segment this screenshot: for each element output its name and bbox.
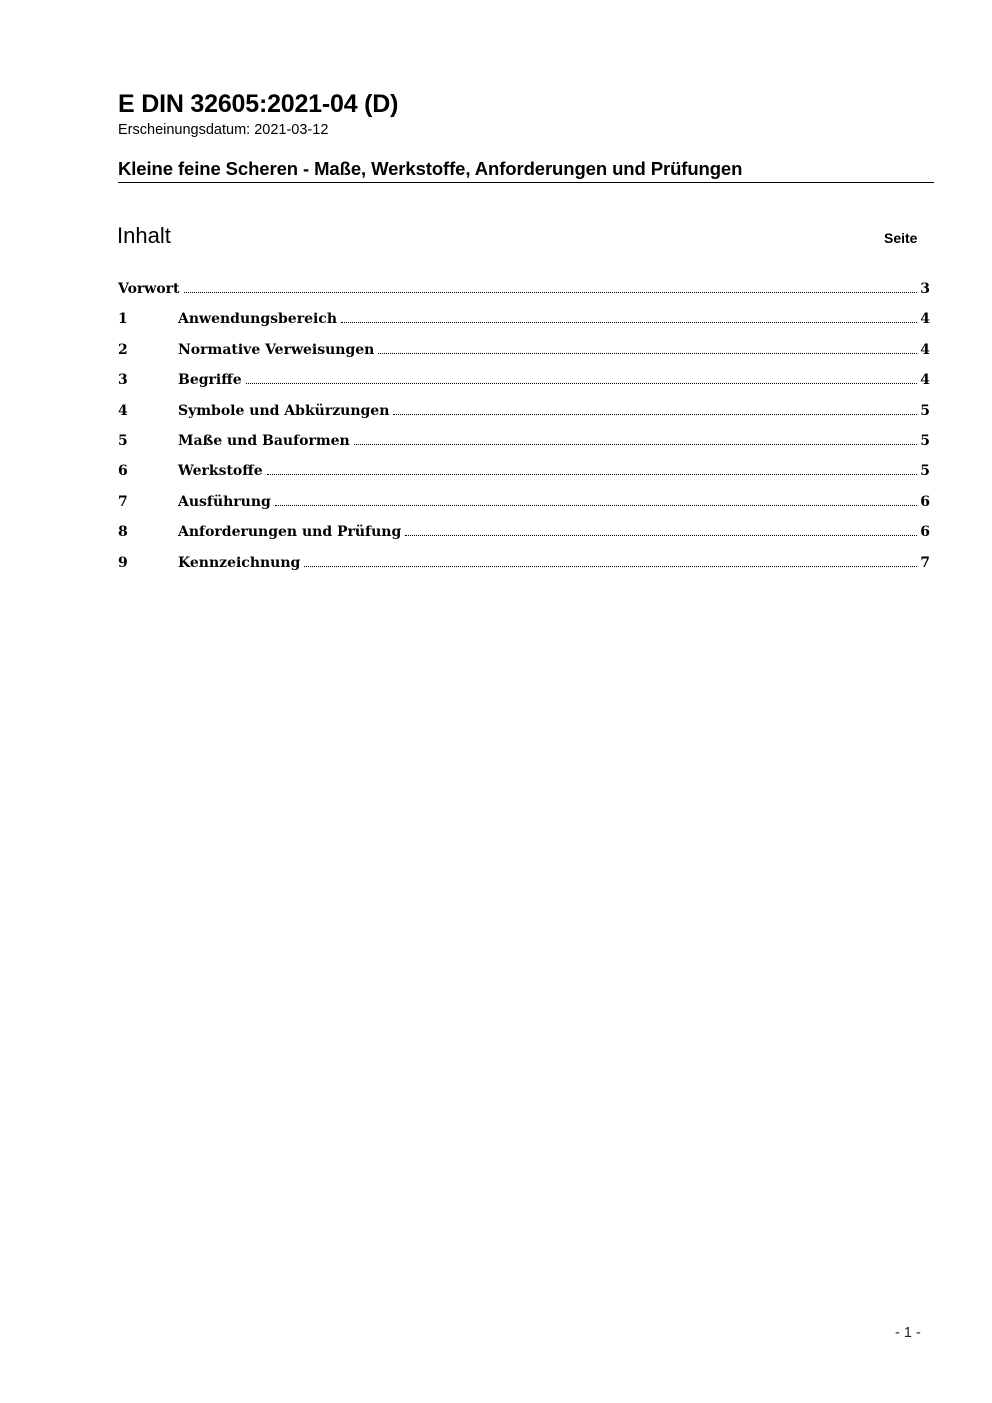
toc-entry-page: 5	[920, 463, 930, 480]
toc-entry-number: 6	[118, 463, 128, 480]
publication-date: Erscheinungsdatum: 2021-03-12	[118, 122, 329, 138]
page-number: - 1 -	[895, 1325, 921, 1341]
toc-dot-leader	[267, 474, 918, 475]
toc-page-column-label: Seite	[884, 230, 918, 246]
toc-entry-page: 4	[920, 311, 930, 328]
document-title: Kleine feine Scheren - Maße, Werkstoffe, Anforderungen und Prüfungen	[118, 158, 934, 183]
toc-entry-label: Anwendungsbereich	[178, 308, 341, 330]
toc-entry-page: 7	[920, 554, 930, 571]
toc-dot-leader	[354, 444, 918, 445]
toc-entry-number: 2	[118, 341, 128, 358]
toc-entry-page: 4	[920, 372, 930, 389]
toc-entry-symbole[interactable]	[118, 400, 930, 430]
toc-entry-kennzeichnung[interactable]	[118, 552, 930, 582]
toc-entry-page: 6	[920, 493, 930, 510]
toc-dot-leader	[405, 535, 917, 536]
toc-entry-masse-und-bauformen[interactable]	[118, 430, 930, 460]
toc-entry-number: 7	[118, 493, 128, 510]
toc-entry-page: 5	[920, 432, 930, 449]
toc-entry-label: Werkstoffe	[178, 460, 267, 482]
toc-entry-number: 5	[118, 432, 128, 449]
toc-dot-leader	[275, 505, 917, 506]
toc-heading: Inhalt	[117, 223, 171, 248]
toc-dot-leader	[341, 322, 917, 323]
toc-entry-number: 3	[118, 372, 128, 389]
toc-entry-label: Ausführung	[178, 491, 275, 513]
toc-entry-number: 8	[118, 524, 128, 541]
toc-entry-number: 9	[118, 554, 128, 571]
toc-entry-label: Kennzeichnung	[178, 552, 304, 574]
toc-dot-leader	[184, 292, 918, 293]
toc-dot-leader	[378, 353, 917, 354]
toc-entry-page: 4	[920, 341, 930, 358]
toc-entry-begriffe[interactable]	[118, 369, 930, 399]
toc-dot-leader	[393, 414, 917, 415]
toc-entry-normative-verweisungen[interactable]	[118, 339, 930, 369]
toc-entry-anforderungen[interactable]	[118, 521, 930, 551]
toc-entry-page: 6	[920, 524, 930, 541]
toc-entry-ausfuehrung[interactable]	[118, 491, 930, 521]
document-code: E DIN 32605:2021-04 (D)	[118, 90, 399, 118]
toc-entry-label: Maße und Bauformen	[178, 430, 354, 452]
toc-entry-page: 5	[920, 402, 930, 419]
toc-entry-number: 4	[118, 402, 128, 419]
table-of-contents	[118, 278, 930, 582]
toc-entry-label: Begriffe	[178, 369, 246, 391]
toc-entry-label: Symbole und Abkürzungen	[178, 400, 393, 422]
toc-entry-anwendungsbereich[interactable]	[118, 308, 930, 338]
toc-entry-number: 1	[118, 311, 128, 328]
toc-entry-label: Anforderungen und Prüfung	[178, 521, 405, 543]
toc-entry-page: 3	[920, 281, 930, 297]
toc-dot-leader	[246, 383, 918, 384]
toc-dot-leader	[304, 566, 917, 567]
toc-entry-label: Vorwort	[118, 278, 184, 300]
toc-entry-vorwort[interactable]	[118, 278, 930, 308]
toc-entry-werkstoffe[interactable]	[118, 460, 930, 490]
toc-entry-label: Normative Verweisungen	[178, 339, 378, 361]
